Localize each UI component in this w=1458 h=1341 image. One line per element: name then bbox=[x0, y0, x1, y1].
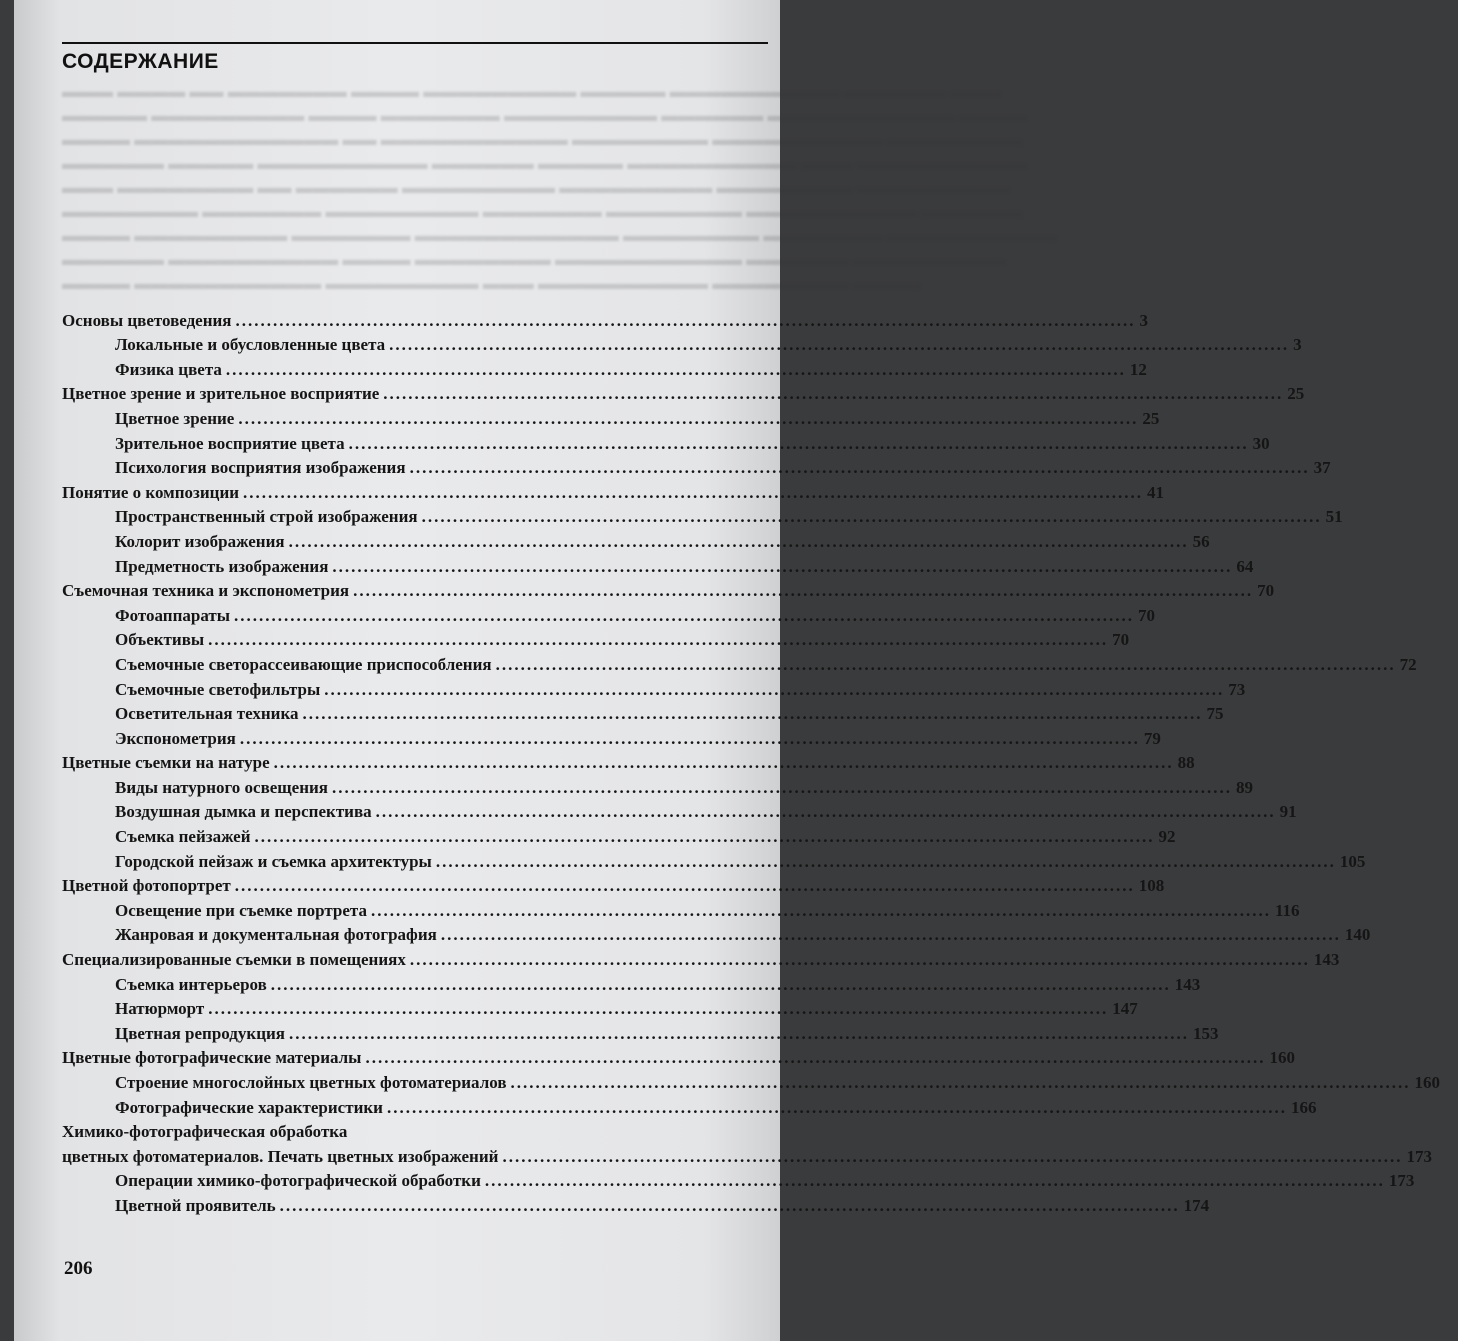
toc-subentry bbox=[62, 921, 1371, 946]
toc-entry bbox=[62, 945, 1340, 970]
toc-subentry bbox=[62, 1019, 1219, 1044]
toc-entry-title: Предметность изображения bbox=[115, 556, 329, 576]
toc-leader-dots bbox=[376, 802, 1276, 822]
toc-subentry bbox=[62, 995, 1138, 1020]
toc-entry-page: 51 bbox=[1325, 507, 1343, 527]
toc-entry-title: Осветительная техника bbox=[115, 704, 299, 724]
toc-subentry bbox=[62, 1167, 1415, 1192]
toc-subentry bbox=[62, 822, 1176, 847]
toc-entry-title: Психология восприятия изображения bbox=[115, 458, 406, 478]
toc-leader-dots bbox=[502, 1147, 1402, 1167]
page-heading: СОДЕРЖАНИЕ bbox=[62, 50, 219, 73]
toc-entry bbox=[62, 478, 1165, 503]
toc-subentry bbox=[62, 847, 1366, 872]
toc-subentry bbox=[62, 626, 1130, 651]
toc-entry-page: 153 bbox=[1192, 1023, 1219, 1043]
toc-leader-dots bbox=[349, 434, 1249, 454]
toc-subentry bbox=[62, 650, 1417, 675]
toc-entry-title: Цветная репродукция bbox=[115, 1023, 285, 1043]
toc-leader-dots bbox=[226, 360, 1126, 380]
toc-entry-title: Строение многослойных цветных фотоматериалов bbox=[115, 1073, 507, 1092]
toc-subentry bbox=[62, 503, 1343, 528]
toc-entry-page: 108 bbox=[1138, 876, 1165, 896]
toc-entry-title: Физика цвета bbox=[115, 359, 222, 379]
toc-subentry bbox=[62, 724, 1161, 749]
toc-leader-dots bbox=[324, 680, 1224, 700]
toc-leader-dots bbox=[410, 950, 1310, 970]
toc-entry-page: 166 bbox=[1290, 1097, 1317, 1117]
toc-entry-title: Цветные фотографические материалы bbox=[62, 1048, 362, 1068]
toc-entry-page: 89 bbox=[1236, 777, 1253, 797]
toc-leader-dots bbox=[485, 1171, 1385, 1191]
toc-leader-dots bbox=[365, 1048, 1265, 1068]
toc-subentry bbox=[62, 552, 1254, 577]
toc-entry-page: 147 bbox=[1112, 999, 1138, 1019]
toc-entry bbox=[62, 577, 1275, 602]
toc-leader-dots bbox=[383, 384, 1283, 404]
toc-leader-dots bbox=[240, 729, 1140, 749]
toc-entry-page: 160 bbox=[1414, 1073, 1441, 1092]
toc-leader-dots bbox=[208, 999, 1108, 1019]
toc-entry bbox=[62, 1044, 1295, 1069]
toc-leader-dots bbox=[303, 704, 1203, 724]
toc-subentry bbox=[62, 331, 1302, 356]
toc-leader-dots bbox=[236, 311, 1136, 331]
toc-subentry bbox=[62, 773, 1253, 798]
toc-entry-page: 12 bbox=[1129, 359, 1147, 379]
toc-leader-dots bbox=[353, 581, 1253, 601]
toc-entry-title: Городской пейзаж и съемка архитектуры bbox=[115, 851, 432, 871]
toc-entry-page: 3 bbox=[1293, 335, 1302, 355]
toc-entry-page: 105 bbox=[1339, 851, 1366, 871]
toc-entry-title: Экспонометрия bbox=[115, 728, 236, 748]
toc-leader-dots bbox=[422, 507, 1322, 527]
toc-entry-page: 30 bbox=[1252, 433, 1270, 453]
toc-entry-page: 70 bbox=[1257, 581, 1275, 601]
toc-entry-title: Съемка пейзажей bbox=[115, 827, 251, 847]
toc-leader-dots bbox=[387, 1098, 1287, 1118]
toc-entry bbox=[62, 872, 1165, 897]
toc-entry-page: 143 bbox=[1313, 950, 1340, 970]
toc-leader-dots bbox=[410, 458, 1310, 478]
toc-entry-title: Натюрморт bbox=[115, 999, 205, 1019]
toc-entry-page: 143 bbox=[1174, 974, 1201, 994]
toc-subentry bbox=[62, 429, 1270, 454]
toc-entry-title: Химико-фотографическая обработка bbox=[62, 1122, 348, 1142]
toc-entry bbox=[62, 749, 1195, 774]
toc-entry-page: 88 bbox=[1177, 753, 1195, 773]
toc-entry-page: 70 bbox=[1138, 605, 1156, 625]
toc-entry-title: Колорит изображения bbox=[115, 531, 285, 551]
toc-entry-page: 25 bbox=[1142, 408, 1160, 428]
toc-entry-page: 116 bbox=[1274, 900, 1300, 920]
toc-entry-title: Фотоаппараты bbox=[115, 605, 231, 625]
toc-entry-title: Цветное зрение и зрительное восприятие bbox=[62, 384, 380, 404]
toc-entry-page: 37 bbox=[1313, 458, 1331, 478]
toc-entry-title: цветных фотоматериалов. Печать цветных изображений bbox=[62, 1146, 499, 1166]
toc-entry-page: 64 bbox=[1236, 556, 1254, 576]
toc-entry-title: Основы цветоведения bbox=[62, 310, 232, 330]
toc-entry-page: 140 bbox=[1344, 925, 1371, 945]
toc-entry-title: Понятие о композиции bbox=[62, 482, 240, 502]
toc-entry bbox=[62, 380, 1305, 405]
toc-leader-dots bbox=[238, 409, 1138, 429]
toc-entry bbox=[62, 1118, 784, 1143]
toc-entry-title: Фотографические характеристики bbox=[115, 1097, 383, 1117]
toc-entry-page: 73 bbox=[1228, 679, 1246, 699]
toc-entry-title: Объективы bbox=[115, 630, 205, 650]
toc-leader-dots bbox=[289, 1024, 1189, 1044]
toc-entry bbox=[62, 306, 1149, 331]
header-rule bbox=[62, 42, 768, 44]
toc-entry-page: 56 bbox=[1192, 531, 1210, 551]
toc-leader-dots bbox=[280, 1196, 1180, 1216]
page-number: 206 bbox=[64, 1258, 93, 1279]
toc-entry-title: Цветное зрение bbox=[115, 408, 235, 428]
toc-leader-dots bbox=[496, 655, 1396, 675]
toc-entry-page: 41 bbox=[1147, 482, 1165, 502]
toc-subentry bbox=[62, 1191, 1210, 1216]
toc-subentry bbox=[62, 1068, 1441, 1093]
toc-subentry bbox=[62, 970, 1201, 995]
toc-entry-title: Жанровая и документальная фотография bbox=[115, 925, 437, 945]
toc-subentry bbox=[62, 601, 1156, 626]
toc-entry-page: 70 bbox=[1112, 630, 1130, 650]
toc-entry-title: Цветной фотопортрет bbox=[62, 876, 231, 896]
toc-entry-page: 92 bbox=[1158, 827, 1176, 847]
toc-entry-title: Цветной проявитель bbox=[115, 1195, 276, 1215]
toc-entry-page: 75 bbox=[1206, 704, 1224, 724]
toc-leader-dots bbox=[289, 532, 1189, 552]
toc-leader-dots bbox=[371, 901, 1271, 921]
toc-entry-page: 91 bbox=[1279, 802, 1297, 822]
toc-entry-title: Съемочная техника и экспонометрия bbox=[62, 581, 350, 601]
toc-entry-title: Съемка интерьеров bbox=[115, 974, 267, 994]
toc-entry-page: 25 bbox=[1287, 384, 1305, 404]
toc-leader-dots bbox=[274, 753, 1174, 773]
toc-subentry bbox=[62, 454, 1331, 479]
toc-subentry bbox=[62, 1093, 1317, 1118]
toc-leader-dots bbox=[271, 975, 1171, 995]
toc-entry-title: Специализированные съемки в помещениях bbox=[62, 950, 406, 970]
toc-subentry bbox=[62, 675, 1246, 700]
book-page bbox=[14, 0, 1441, 1341]
toc-entry-page: 174 bbox=[1183, 1195, 1210, 1215]
toc-entry-page: 173 bbox=[1406, 1146, 1432, 1166]
toc-entry-page: 173 bbox=[1388, 1171, 1415, 1191]
toc-entry-page: 79 bbox=[1143, 728, 1161, 748]
toc-entry-title: Виды натурного освещения bbox=[115, 777, 328, 797]
toc-leader-dots bbox=[255, 827, 1155, 847]
toc-leader-dots bbox=[243, 483, 1143, 503]
toc-subentry bbox=[62, 404, 1160, 429]
toc-entry bbox=[62, 1142, 1432, 1167]
toc-leader-dots bbox=[436, 852, 1336, 872]
toc-entry-page: 72 bbox=[1399, 654, 1417, 674]
toc-entry-title: Освещение при съемке портрета bbox=[115, 900, 367, 920]
table-of-contents bbox=[62, 306, 1441, 1216]
toc-entry-title: Воздушная дымка и перспектива bbox=[115, 802, 372, 822]
toc-leader-dots bbox=[208, 630, 1108, 650]
toc-entry-title: Съемочные светофильтры bbox=[115, 679, 321, 699]
toc-leader-dots bbox=[389, 335, 1289, 355]
toc-leader-dots bbox=[441, 925, 1341, 945]
toc-leader-dots bbox=[332, 778, 1232, 798]
toc-leader-dots bbox=[234, 606, 1134, 626]
toc-entry-title: Пространственный строй изображения bbox=[115, 507, 418, 527]
toc-subentry bbox=[62, 527, 1210, 552]
toc-subentry bbox=[62, 355, 1147, 380]
toc-subentry bbox=[62, 700, 1224, 725]
toc-subentry bbox=[62, 896, 1300, 921]
toc-entry-title: Операции химико-фотографической обработки bbox=[115, 1171, 481, 1191]
toc-leader-dots bbox=[511, 1073, 1411, 1093]
toc-entry-title: Цветные съемки на натуре bbox=[62, 753, 270, 773]
toc-entry-page: 160 bbox=[1269, 1048, 1295, 1068]
toc-subentry bbox=[62, 798, 1297, 823]
toc-leader-dots bbox=[332, 557, 1232, 577]
show-through-text: ▬▬▬ ▬▬▬▬ ▬▬ ▬▬▬▬▬▬▬ ▬▬▬▬ ▬▬▬▬▬▬▬▬▬ ▬▬▬▬▬ ▬▬▬▬▬▬▬▬▬▬ ▬▬▬▬▬▬ ▬▬▬ ▬▬▬▬▬ ▬▬▬▬▬▬▬▬▬ ▬▬▬▬ ▬▬▬▬▬▬▬ ▬▬▬▬▬▬▬▬▬ ▬▬▬▬▬▬ ▬▬▬▬▬▬▬▬▬▬▬ ▬▬▬▬ ▬▬▬▬ ▬▬▬▬▬▬▬▬▬▬▬▬ ▬▬ ▬▬▬▬▬▬▬▬▬▬▬ ▬▬▬▬▬▬▬▬ ▬▬▬▬▬▬▬▬▬▬ ▬▬▬▬▬▬▬▬ ▬▬▬▬▬▬ ▬▬▬▬▬ ▬▬▬▬▬▬▬▬▬▬ ▬▬▬▬▬▬ ▬▬▬▬▬ ▬▬▬▬▬▬▬▬▬▬ ▬▬▬ ▬▬▬▬▬▬▬▬▬▬ ▬▬▬ ▬▬▬▬▬▬▬▬ ▬▬ ▬▬▬▬▬▬ ▬▬▬▬▬▬▬▬▬ ▬▬▬▬▬▬▬▬▬ ▬▬▬▬▬▬▬▬ ▬▬▬▬▬▬▬▬▬ ▬▬▬▬▬▬▬▬ ▬▬▬▬▬▬▬ ▬▬▬▬▬▬▬▬▬ ▬▬▬▬▬▬▬ ▬▬▬▬▬▬▬▬ ▬▬▬▬▬▬▬▬▬▬ ▬▬▬▬▬▬ ▬▬▬▬ ▬▬▬▬▬▬▬▬▬ ▬▬▬▬▬▬▬ ▬▬▬▬▬▬▬▬▬▬▬▬ ▬▬▬▬▬▬▬▬ ▬▬▬▬▬▬▬ ▬▬▬▬▬▬▬▬▬▬ ▬▬▬▬▬▬ ▬▬▬▬▬▬▬▬▬▬ ▬▬▬▬ ▬▬▬▬▬▬▬▬ ▬▬▬▬▬▬▬▬▬▬▬ ▬▬▬▬▬▬ ▬▬▬▬▬▬▬▬▬ ▬▬▬▬ ▬▬▬▬▬▬▬▬▬▬▬ ▬▬▬▬▬▬▬▬▬ ▬▬▬ ▬▬▬▬▬▬▬▬▬▬ ▬▬▬▬▬▬▬▬ ▬▬▬▬ bbox=[62, 82, 1057, 293]
toc-entry-title: Локальные и обусловленные цвета bbox=[115, 335, 386, 355]
toc-leader-dots bbox=[235, 876, 1135, 896]
toc-entry-title: Зрительное восприятие цвета bbox=[115, 433, 345, 453]
toc-entry-title: Съемочные светорассеивающие приспособления bbox=[115, 654, 492, 674]
toc-entry-page: 3 bbox=[1139, 310, 1149, 330]
